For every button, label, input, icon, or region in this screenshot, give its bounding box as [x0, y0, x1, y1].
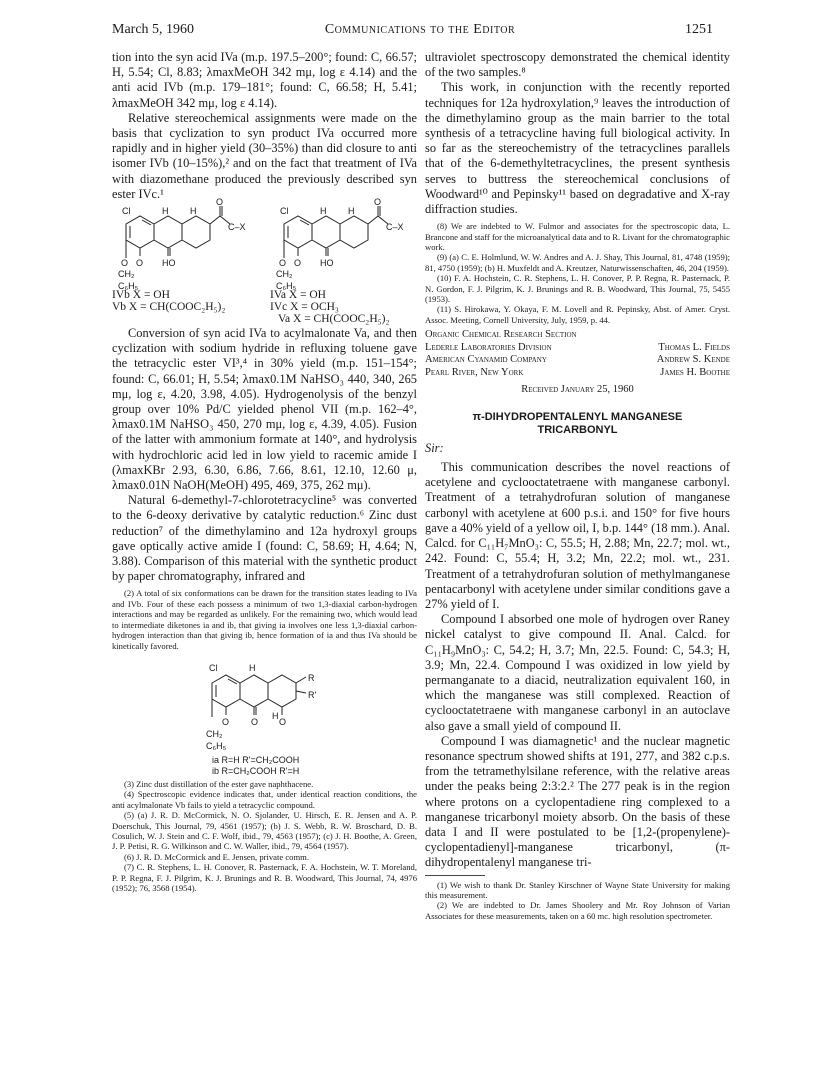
footnote: (5) (a) J. R. D. McCormick, N. O. Sjolander, U. Hirsch, E. R. Jensen and A. P. Doerschuk, This Journal, 79, 4561 (1957); (b) J. S. Webb, R. W. Broschard, D. B. Cosulich, W. J. Stein and C. F. Wolf, ibid., 79, 4563 (1957); (c) J. H. Boothe, A. Green, J. P. Petisi, R. G. Wilkinson and C. W. Waller, ibid., 79, 4564 (1957). — [112, 810, 417, 852]
label-o: O — [279, 716, 287, 727]
compound-label: Vb X = CH(COOC₂H₅)₂ — [112, 301, 226, 314]
label-ch2: CH₂ — [206, 728, 223, 739]
footnote: (6) J. R. D. McCormick and E. Jensen, private comm. — [124, 851, 309, 862]
affiliation: Pearl River, New York — [425, 367, 524, 379]
footnote: (10) F. A. Hochstein, C. R. Stephens, L. H. Conover, P. P. Regna, R. Pasternack, P. N. Gordon, F. J. Pilgrim, K. J. Brunings and R. B. Woodward, This Journal, 75, 5455 (1953). — [425, 273, 730, 305]
compound-label: Va X = CH(COOC₂H₅)₂ — [278, 313, 390, 326]
footnote: (2) A total of six conformations can be drawn for the transition states leading to IVa and IVb. Four of these each possess a minimum of two 1,3-diaxial carbon-hydrogen interactions and may be regarded as unlikely. For the remaining two, which would lead to intermediate diketones ia and ib, that giving ia involves one less 1,3-diaxial carbon-hydrogen interaction than that giving ib, hence formation of ia and thus IVa should be kinetically favored. — [112, 588, 417, 651]
paragraph: Compound I was diamagnetic¹ and the nuclear magnetic resonance spectrum showed shifts at 191, 277, and 382 c.p.s. from the tetramethylsilane reference, with the relative areas under the peaks being 2:3:2.² The 277 peak is in the region where protons on a cyclopentadiene ring complexed to a manganese tricarbonyl moiety absorb. On the basis of these data I and II were postulated to be [1,2-(propenylene)-cyclopentadienyl]-manganese tricarbonyl, (π-dihydropentalenyl manganese tri- — [425, 733, 730, 870]
structure-figure-iv — [112, 197, 417, 314]
footnote: (9) (a) C. E. Holmlund, W. W. Andres and A. J. Shay, This Journal, 81, 4748 (1959); 81, 4750 (1959); (b) H. Muxfeldt and A. Kreutzer, Naturwissenschaften, 46, 204 (1959). — [425, 252, 730, 273]
author-block — [425, 329, 730, 397]
compound-label: IVa X = OH — [270, 289, 326, 302]
paragraph: Natural 6-demethyl-7-chlorotetracycline⁵ was converted to the 6-deoxy derivative by catalytic reduction.⁶ Zinc dust reduction⁷ of the dimethylamino and 12a hydroxyl groups gave optically active amide I (found: C, 58.69; H, 4.64; N, 3.88). Comparison of this material with the synthetic product by paper chromatography, infrared and — [112, 493, 417, 584]
label-h: H — [272, 710, 279, 721]
label-c6h5: C₆H₅ — [206, 740, 227, 751]
footnote: (4) Spectroscopic evidence indicates that, under identical reaction conditions, the anti acylmalonate Vb fails to yield a tetracyclic compound. — [112, 789, 417, 810]
label-cl: Cl — [209, 662, 218, 673]
label-ch2: CH₂ — [118, 269, 135, 280]
paragraph: ultraviolet spectroscopy demonstrated the chemical identity of the two samples.⁸ — [425, 50, 730, 80]
label-o: O — [121, 258, 129, 269]
structure-figure-ia-ib — [112, 651, 417, 801]
received-date: Received January 25, 1960 — [521, 383, 634, 395]
label-h: H — [348, 206, 355, 217]
compound-label: IVc X = OCH₃ — [270, 301, 339, 314]
affiliation: Organic Chemical Research Section — [425, 329, 577, 341]
footnote: (7) C. R. Stephens, L. H. Conover, R. Pasternack, F. A. Hochstein, W. T. Moreland, P. P. Regna, F. J. Pilgrim, K. J. Brunings and R. B. Woodward, This Journal, 74, 4976 (1952); 76, 3568 (1954). — [112, 862, 417, 893]
header-page-number: 1251 — [685, 22, 713, 37]
label-h: H — [249, 662, 256, 673]
label-cx: C–X — [386, 222, 404, 233]
header-date: March 5, 1960 — [112, 22, 195, 37]
author-name: Andrew S. Kende — [656, 354, 730, 366]
label-ho: HO — [320, 258, 334, 269]
title-line: π-DIHYDROPENTALENYL MANGANESE — [472, 410, 683, 423]
affiliation: American Cyanamid Company — [425, 354, 547, 366]
article-title — [425, 411, 730, 437]
label-c6h5: C₆H₅ — [118, 281, 139, 292]
paragraph: Relative stereochemical assignments were made on the basis that cyclization to syn product IVa occurred more rapidly and in higher yield (30–35%) than did closure to anti isomer IVb (10–15%),² and on the fact that treatment of IVa with diazomethane produced the previously described syn ester IVc.¹ — [112, 110, 417, 201]
label-r: R — [308, 672, 315, 683]
label-o: O — [294, 258, 302, 269]
affiliation-line — [425, 342, 730, 355]
label-h: H — [320, 206, 327, 217]
salutation: Sir: — [425, 440, 444, 455]
compound-label: ia R=H R'=CH₂COOH — [212, 754, 300, 765]
label-ch2: CH₂ — [276, 269, 293, 280]
paragraph: Compound I absorbed one mole of hydrogen over Raney nickel catalyst to give compound II. Anal. Calcd. for C₁₁H₉MnO₃: C, 54.2; H, 3.7; Mn, 22.5. Found: C, 54.3; H, 3.9; Mn, 22.4. Compound I was oxidized in low yield by permanganate to a diacid, neutralization equivalent 160, in which the manganese was still complexed. Reaction of cyclooctatetraene with manganese carbonyl in an autoclave also gave a small yield of compound II. — [425, 612, 730, 733]
label-o: O — [136, 258, 144, 269]
footnote: (3) Zinc dust distillation of the ester gave naphthacene. — [124, 778, 314, 789]
footnotes — [112, 588, 417, 650]
label-cl: Cl — [122, 206, 131, 217]
affiliation: Lederle Laboratories Division — [425, 341, 552, 353]
label-ho: HO — [162, 258, 176, 269]
paragraph: Conversion of syn acid IVa to acylmalonate Va, and then cyclization with sodium hydride in refluxing toluene gave the tetracyclic ester VI³,⁴ in 30% yield (m.p. 151–154°; found: C, 66.01; H, 5.54; λmax0.1M NaHSO₃ 440, 340, 265 mμ, log ε, 4.20, 3.98, 4.05). Hydrogenolysis of the benzyl group over 10% Pd/C yielded phenol VII (m.p. 162–4°, λmax0.1M NaHSO₃ 450, 270 mμ, log ε, 4.39, 4.05). Fusion of the latter with ammonium formate at 140°, and hydrolysis with hydrochloric acid led in low yield to racemic amide I (λmaxKBr 2.93, 6.30, 6.86, 7.66, 8.61, 12.10, 12.60 μ, λmax0.01N NaOH(MeOH) 495, 469, 375, 262 mμ). — [112, 326, 417, 493]
affiliation-line — [425, 354, 730, 367]
label-h: H — [190, 206, 197, 217]
title-line: TRICARBONYL — [537, 423, 618, 436]
left-column — [112, 50, 417, 893]
label-o: O — [374, 197, 382, 208]
affiliation-line — [425, 367, 730, 380]
label-o: O — [222, 716, 230, 727]
compound-label: ib R=CH₂COOH R'=H — [212, 765, 300, 776]
affiliation-line — [425, 329, 730, 342]
footnote: (1) We wish to thank Dr. Stanley Kirschner of Wayne State University for making this measurement. — [425, 879, 730, 900]
right-column — [425, 50, 730, 921]
footnotes — [425, 221, 730, 325]
label-o: O — [251, 716, 259, 727]
label-cl: Cl — [280, 206, 289, 217]
footnote: (11) S. Hirokawa, Y. Okaya, F. M. Lovell and R. Pepinsky, Abst. of Amer. Cryst. Assoc. Meeting, Cornell University, July, 1959, p. 44. — [425, 304, 730, 325]
label-h: H — [162, 206, 169, 217]
label-r-prime: R' — [308, 689, 317, 700]
footnote: (2) We are indebted to Dr. James Shoolery and Mr. Roy Johnson of Varian Associates for these measurements, taken on a 60 mc. high resolution spectrometer. — [425, 900, 730, 921]
label-c6h5: C₆H₅ — [276, 281, 297, 292]
footnote-divider — [425, 875, 485, 876]
paragraph: This communication describes the novel reactions of acetylene and cyclooctatetraene with manganese carbonyl. Treatment of a tetrahydrofuran solution of manganese carbonyl with acetylene at 600 p.s.i. and 150° for five hours gave a 40% yield of a yellow oil, I, b.p. 144° (18 mm.). Anal. Calcd. for C₁₁H₇MnO₃: C, 55.5; H, 2.88; Mn, 22.7; mol. wt., 242. Found: C, 55.4; H, 3.2; Mn, 22.2; mol. wt., 231. Treatment of a tetrahydrofuran solution of methylmanganese pentacarbonyl with acetylene under similar conditions gave a 27% yield of I. — [425, 460, 730, 611]
compound-label: IVb X = OH — [112, 289, 170, 302]
footnote: (8) We are indebted to W. Fulmor and associates for the spectroscopic data, L. Brancone and staff for the microanalytical data and to R. Livant for the chromatographic work. — [425, 221, 730, 253]
paragraph: This work, in conjunction with the recently reported techniques for 12a hydroxylation,⁹ leaves the introduction of the dimethylamino group as the main barrier to the total synthesis of a tetracycline having full biological activity. In so far as the stereochemistry of the tetracyclines parallels that of the 6-demethyltetracyclines, the present synthesis serves to buttress the stereochemical conclusions of Woodward¹⁰ and Pepinsky¹¹ based on degradative and X-ray diffraction studies. — [425, 80, 730, 217]
paragraph: tion into the syn acid IVa (m.p. 197.5–200°; found: C, 66.57; H, 5.54; Cl, 8.83; λmaxMeOH 342 mμ, log ε 4.14) and the anti acid IVb (m.p. 179–181°; found: C, 66.58; H, 5.41; λmaxMeOH 342 mμ, log ε 4.14). — [112, 50, 417, 110]
label-o: O — [216, 197, 224, 208]
author-name: James H. Boothe — [660, 367, 730, 379]
label-o: O — [279, 258, 287, 269]
label-cx: C–X — [228, 222, 246, 233]
header-section: Communications to the Editor — [324, 22, 516, 37]
footnotes — [425, 880, 730, 922]
author-name: Thomas L. Fields — [658, 341, 730, 353]
